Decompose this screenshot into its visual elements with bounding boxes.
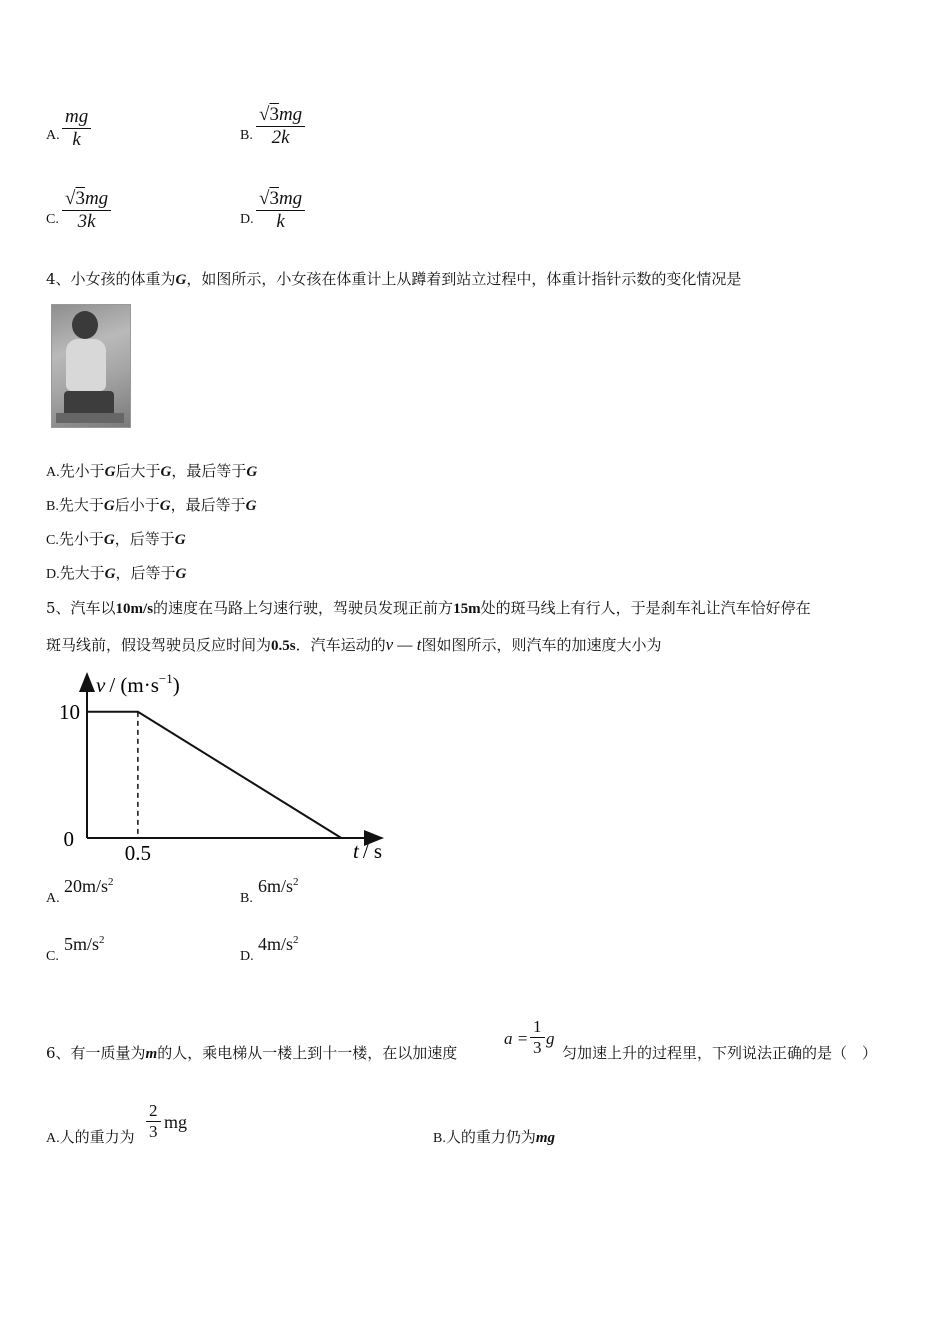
option-text: ，后等于 xyxy=(115,564,176,582)
option-g: G xyxy=(103,532,115,548)
q5-text: 的速度在马路上匀速行驶，驾驶员发现正前方 xyxy=(153,599,454,617)
q6-option-b xyxy=(433,1127,555,1149)
option-text: 先大于 xyxy=(59,564,105,582)
q3-option-c-label: C. xyxy=(46,212,59,227)
option-g: G xyxy=(246,464,258,480)
option-text: ，最后等于 xyxy=(171,462,247,480)
fraction-denominator: k xyxy=(276,211,285,232)
q6-accel-lhs: a = xyxy=(504,1029,529,1048)
q4-option-c xyxy=(46,529,186,551)
velocity-series-line xyxy=(87,712,341,838)
x-tick-label-0-5: 0.5 xyxy=(124,841,151,865)
option-value: 6m/s xyxy=(258,876,294,896)
q6-option-a xyxy=(46,1127,135,1149)
q5-option-d-label: D. xyxy=(240,949,254,964)
sqrt-icon: √ xyxy=(259,188,270,209)
girl-on-scale-photo xyxy=(51,304,131,428)
sqrt-icon: √ xyxy=(65,188,76,209)
radicand: 3 xyxy=(269,188,279,209)
q6-mass-symbol: m xyxy=(145,1046,158,1062)
q3-option-b-label: B. xyxy=(240,128,253,143)
q5-text: 5、汽车以 xyxy=(46,599,116,617)
fraction-denominator: 2k xyxy=(271,127,290,148)
fraction-numerator: 2 xyxy=(146,1101,161,1122)
velocity-time-chart xyxy=(40,668,400,868)
q4-option-d xyxy=(46,563,186,585)
y-tick-label-10: 10 xyxy=(59,699,80,724)
option-g: G xyxy=(160,464,172,480)
option-label: A. xyxy=(46,465,60,480)
q4-stem-part: ，如图所示，小女孩在体重计上从蹲着到站立过程中，体重计指针示数的变化情况是 xyxy=(186,270,742,288)
fraction-numerator: 1 xyxy=(530,1017,545,1038)
y-axis-label-unit: / (m·s xyxy=(109,673,159,697)
option-text: 人的重力仍为 xyxy=(445,1128,536,1146)
fraction-denominator: 3k xyxy=(77,211,96,232)
option-text: 先大于 xyxy=(58,496,104,514)
y-axis-label-close: ) xyxy=(172,673,180,697)
x-axis-label xyxy=(353,839,382,863)
q6-stem-end: 匀加速上升的过程里，下列说法正确的是（ ） xyxy=(562,1044,878,1062)
x-axis-label-unit: / s xyxy=(362,839,383,863)
q5-option-b-value xyxy=(258,876,299,897)
girl-head-shape xyxy=(72,311,98,339)
q5-text: 处的斑马线上有行人，于是刹车礼让汽车恰好停在 xyxy=(480,599,811,617)
q5-option-b-label: B. xyxy=(240,891,253,906)
option-text: 先小于 xyxy=(58,530,104,548)
option-value: 20m/s xyxy=(64,876,109,896)
fraction-numerator-tail: mg xyxy=(278,188,303,209)
q5-option-c-label: C. xyxy=(46,949,59,964)
q5-distance: 15m xyxy=(453,601,481,617)
option-label: D. xyxy=(46,567,60,582)
q4-option-a xyxy=(46,461,257,483)
q6-text: 6、有一质量为 xyxy=(46,1044,146,1062)
q3-option-a-label: A. xyxy=(46,128,60,143)
option-value: 4m/s xyxy=(258,934,294,954)
q3-option-d-label: D. xyxy=(240,212,254,227)
x-axis-label-var: t xyxy=(353,839,359,863)
q6-accel-g: g xyxy=(546,1029,555,1048)
y-axis-label-exp: −1 xyxy=(158,671,173,686)
fraction-denominator: 3 xyxy=(149,1122,158,1141)
option-g: G xyxy=(103,498,115,514)
option-g: G xyxy=(104,566,116,582)
origin-label: 0 xyxy=(63,827,74,851)
option-g: G xyxy=(174,532,186,548)
option-g: G xyxy=(175,566,187,582)
y-axis-label xyxy=(96,671,180,697)
q5-option-c-value xyxy=(64,934,105,955)
fraction-numerator-tail: mg xyxy=(84,188,109,209)
option-g: G xyxy=(104,464,116,480)
q5-option-a-label: A. xyxy=(46,891,60,906)
option-exponent: 2 xyxy=(293,876,299,888)
q5-stem-line1 xyxy=(46,598,811,619)
q3-option-d-fraction xyxy=(256,188,305,233)
q3-option-b-fraction xyxy=(256,104,305,149)
q5-stem-line2 xyxy=(46,635,662,656)
q5-option-a-value xyxy=(64,876,114,897)
option-exponent: 2 xyxy=(108,876,114,888)
q6-option-a-fraction xyxy=(146,1101,161,1142)
option-label: B. xyxy=(46,499,59,514)
y-axis-label-var: v xyxy=(96,673,106,697)
q3-option-a-fraction xyxy=(62,106,91,151)
option-value: 5m/s xyxy=(64,934,100,954)
sqrt-icon: √ xyxy=(259,104,270,125)
q5-speed: 10m/s xyxy=(115,601,154,617)
option-g: G xyxy=(159,498,171,514)
q4-stem-part: 4、小女孩的体重为 xyxy=(46,270,176,288)
option-text: ，后等于 xyxy=(114,530,175,548)
q6-text: 的人，乘电梯从一楼上到十一楼，在以加速度 xyxy=(157,1044,458,1062)
option-exponent: 2 xyxy=(293,934,299,946)
q6-accel-fraction xyxy=(530,1017,545,1058)
scale-shape xyxy=(56,413,124,423)
option-text: 后小于 xyxy=(114,496,160,514)
q5-text: 斑马线前，假设驾驶员反应时间为 xyxy=(46,636,272,654)
q5-text: 图如图所示，则汽车的加速度大小为 xyxy=(421,636,662,654)
radicand: 3 xyxy=(269,104,279,125)
q5-reaction-time: 0.5s xyxy=(271,638,296,654)
option-text: 人的重力为 xyxy=(59,1128,135,1146)
option-text: 先小于 xyxy=(59,462,105,480)
q6-option-b-mg: mg xyxy=(535,1130,556,1146)
option-text: ，最后等于 xyxy=(170,496,246,514)
q5-vt-symbol: v — t xyxy=(385,635,422,654)
option-g: G xyxy=(245,498,257,514)
q3-option-c-fraction xyxy=(62,188,111,233)
fraction-denominator: 3 xyxy=(533,1038,542,1057)
q6-stem-start xyxy=(46,1043,457,1064)
fraction-numerator-tail: mg xyxy=(278,104,303,125)
q5-text: ．汽车运动的 xyxy=(295,636,386,654)
q4-option-b xyxy=(46,495,256,517)
q4-stem-g: G xyxy=(175,272,187,288)
option-text: 后大于 xyxy=(115,462,161,480)
q6-option-a-unit: mg xyxy=(164,1112,188,1132)
radicand: 3 xyxy=(75,188,85,209)
fraction-denominator: k xyxy=(72,129,81,150)
option-exponent: 2 xyxy=(99,934,105,946)
q5-option-d-value xyxy=(258,934,299,955)
q4-stem xyxy=(46,269,741,290)
option-label: A. xyxy=(46,1131,60,1146)
fraction-numerator: mg xyxy=(62,106,91,129)
option-label: B. xyxy=(433,1131,446,1146)
girl-body-shape xyxy=(66,339,106,391)
option-label: C. xyxy=(46,533,59,548)
